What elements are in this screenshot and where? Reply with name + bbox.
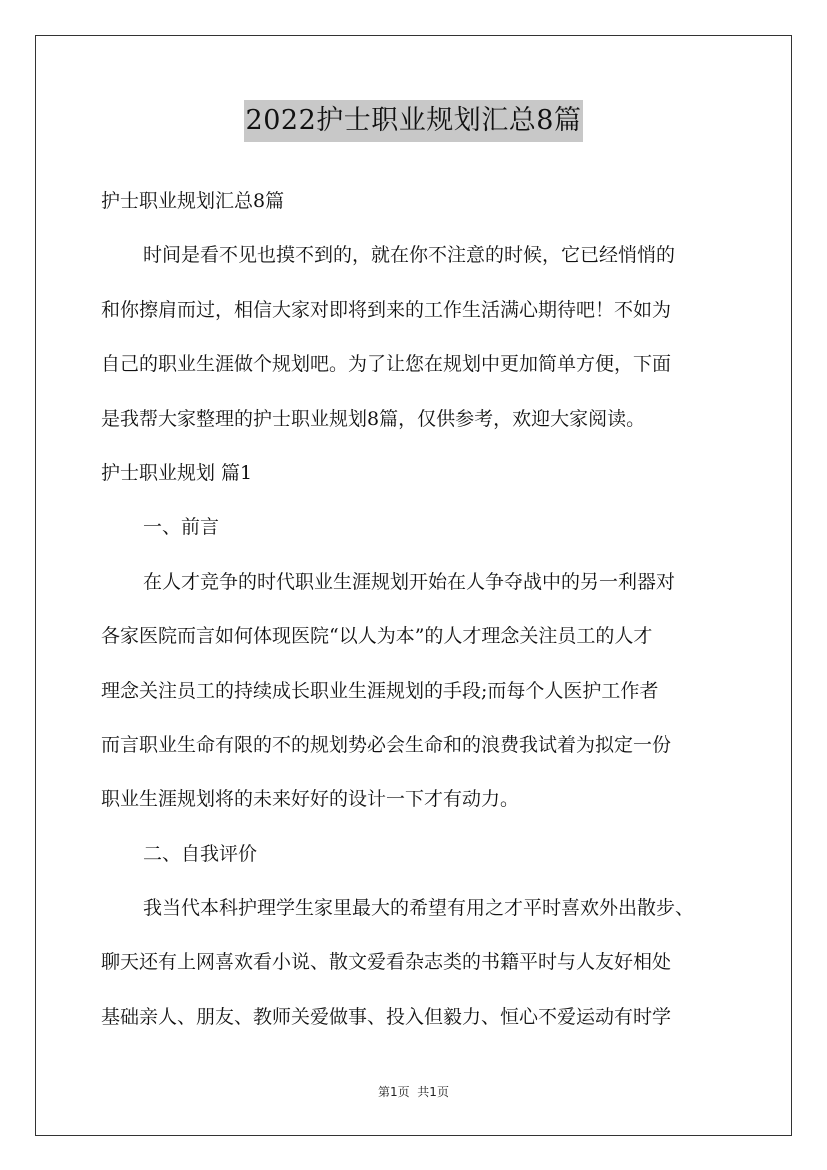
paragraph-line: 我当代本科护理学生家里最大的希望有用之才平时喜欢外出散步、 <box>143 897 695 920</box>
paragraph-line: 自己的职业生涯做个规划吧。为了让您在规划中更加简单方便，下面 <box>101 353 672 376</box>
paragraph-line: 在人才竞争的时代职业生涯规划开始在人争夺战中的另一利器对 <box>143 570 676 593</box>
paragraph-line: 各家医院而言如何体现医院“以人为本”的人才理念关注员工的人才 <box>101 625 653 648</box>
title-container <box>0 100 827 142</box>
paragraph-line: 聊天还有上网喜欢看小说、散文爱看杂志类的书籍平时与人友好相处 <box>101 951 672 974</box>
paragraph-line: 而言职业生命有限的不的规划势必会生命和的浪费我试着为拟定一份 <box>101 733 672 756</box>
paragraph-line: 理念关注员工的持续成长职业生涯规划的手段;而每个人医护工作者 <box>101 679 659 702</box>
document-body <box>101 174 751 1044</box>
page-number-footer: 第1页 共1页 <box>378 1085 449 1099</box>
document-title: 2022护士职业规划汇总8篇 <box>244 100 584 142</box>
section-heading: 护士职业规划 篇1 <box>101 461 253 484</box>
subsection-heading: 一、前言 <box>143 516 220 539</box>
paragraph-line: 职业生涯规划将的未来好好的设计一下才有动力。 <box>101 788 520 811</box>
paragraph-line: 和你擦肩而过，相信大家对即将到来的工作生活满心期待吧！不如为 <box>101 298 672 321</box>
paragraph-line: 是我帮大家整理的护士职业规划8篇，仅供参考，欢迎大家阅读。 <box>101 407 646 430</box>
paragraph-line: 基础亲人、朋友、教师关爱做事、投入但毅力、恒心不爱运动有时学 <box>101 1005 672 1028</box>
paragraph-line: 时间是看不见也摸不到的，就在你不注意的时候，它已经悄悄的 <box>143 244 676 267</box>
subsection-heading: 二、自我评价 <box>143 842 258 865</box>
subtitle-line: 护士职业规划汇总8篇 <box>101 190 285 212</box>
